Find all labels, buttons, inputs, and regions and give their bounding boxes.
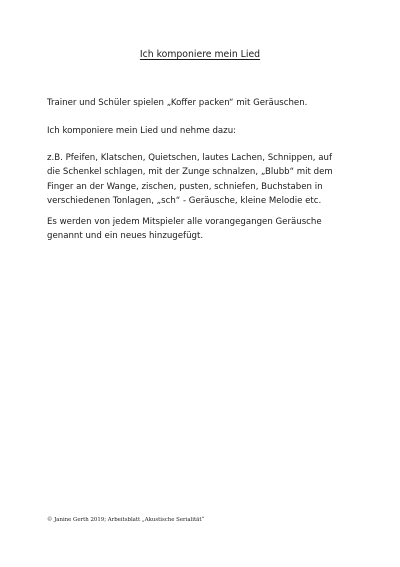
paragraph-examples: z.B. Pfeifen, Klatschen, Quietschen, lautes Lachen, Schnippen, auf die Schenkel schlagen, mit der Zunge schnalzen, „Blubb“ mit dem Finger an der Wange, zischen, pusten, schniefen, Buchstaben in verschiedenen Tonlagen, „sch“ - Geräusche, kleine Melodie etc. [47, 153, 333, 207]
document-title: Ich komponiere mein Lied [139, 49, 261, 60]
paragraph-task: Ich komponiere mein Lied und nehme dazu: [47, 126, 237, 136]
paragraph-intro: Trainer und Schüler spielen „Koffer packen“ mit Geräuschen. [47, 98, 308, 108]
copyright-footer: © Janine Gerth 2019; Arbeitsblatt „Akustische Serialität“ [47, 517, 205, 523]
paragraph-rules: Es werden von jedem Mitspieler alle vorangegangen Geräusche genannt und ein neues hinzugefügt. [47, 217, 322, 242]
